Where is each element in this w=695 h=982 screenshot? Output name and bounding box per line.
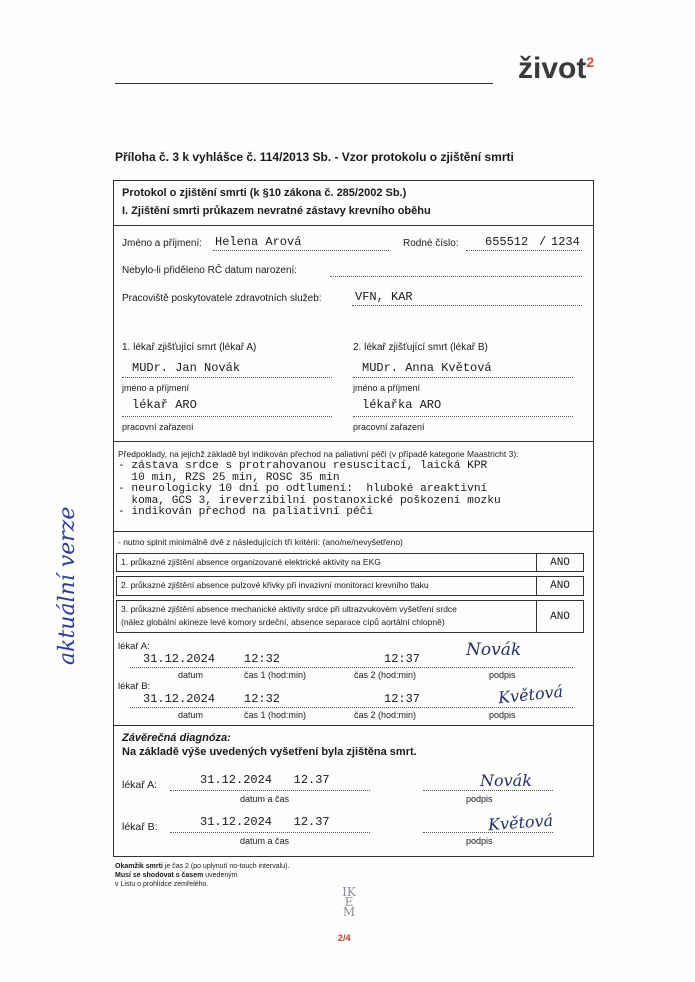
doctor-b-name-line (353, 377, 573, 378)
times-a-date: 31.12.2024 (143, 652, 216, 666)
doctor-b-role-line (353, 416, 573, 417)
precondition-line: - indikován přechod na paliativní péči (118, 506, 374, 518)
ikem-logo-line-1: IK (342, 885, 356, 899)
name-dotline (213, 250, 389, 251)
doctor-a-role-caption: pracovní zařazení (122, 422, 194, 432)
criterion-text: 3. průkazné zjištění absence mechanické aktivity srdce při ultrazvukovém vyšetření srdce (121, 604, 457, 614)
footnote-line-1 (115, 862, 289, 871)
times-b-time2: 12:37 (384, 692, 421, 706)
conclusion-a-sig-line (423, 790, 553, 791)
times-a-cap-sig: podpis (489, 670, 516, 680)
times-a-label: lékař A: (118, 641, 150, 652)
conclusion-b-cap-dt: datum a čas (240, 836, 290, 846)
header-rule (115, 83, 493, 84)
times-a-line (130, 667, 573, 668)
conclusion-divider (113, 725, 594, 726)
rc-dotline (466, 250, 582, 251)
conclusion-a-label: lékař A: (122, 779, 158, 791)
brand-text: život (518, 52, 587, 85)
times-a-time2: 12:37 (384, 652, 421, 666)
doctor-b-name: MUDr. Anna Květová (362, 361, 492, 375)
times-b-cap-sig: podpis (489, 710, 516, 720)
protocol-subtitle: I. Zjištění smrti průkazem nevratné zástavy krevního oběhu (122, 205, 431, 217)
brand-sup: 2 (586, 54, 595, 70)
times-b-time1: 12:32 (244, 692, 281, 706)
conclusion-a-cap-dt: datum a čas (240, 794, 290, 804)
ikem-logo (332, 887, 366, 917)
conclusion-title: Závěrečná diagnóza: (122, 732, 231, 744)
criterion-text: 2. průkazné zjištění absence pulzové křivky při invazivní monitoraci krevního tlaku (121, 580, 429, 590)
criterion-answer: ANO (536, 554, 583, 571)
ikem-logo-line-3: M (342, 905, 356, 919)
doctor-a-name: MUDr. Jan Novák (132, 361, 241, 375)
document-title: Příloha č. 3 k vyhlášce č. 114/2013 Sb. - Vzor protokolu o zjištění smrti (115, 150, 514, 164)
ikem-logo-line-2: E (344, 895, 354, 909)
conclusion-a-signature: Novák (480, 771, 532, 790)
conclusion-b-cap-sig: podpis (466, 836, 493, 846)
times-a-cap-t2: čas 2 (hod:min) (354, 670, 417, 680)
rc-label: Rodné číslo: (403, 238, 459, 249)
criterion-answer: ANO (536, 601, 583, 632)
doctor-a-name-caption: jméno a příjmení (122, 383, 190, 393)
rc-slash: / (539, 235, 547, 249)
footnote-text-1: je čas 2 (po uplynutí no-touch intervalu). (162, 863, 290, 870)
times-a-time1: 12:32 (244, 652, 281, 666)
criterion-text: 1. průkazné zjištění absence organizované elektrické aktivity na EKG (121, 557, 381, 567)
page-number: 2/4 (338, 933, 351, 943)
criterion-row-1 (116, 553, 584, 572)
margin-handwritten-note: aktuální verze (55, 506, 80, 665)
title-divider (113, 225, 594, 226)
doctor-b-heading: 2. lékař zjišťující smrt (lékař B) (353, 342, 488, 353)
precondition-line: koma, GCS 3, ireverzibilní postanoxické poškození mozku (118, 494, 501, 507)
preconditions-text (118, 461, 501, 519)
doctor-a-name-line (122, 377, 332, 378)
criterion-row-2 (116, 576, 584, 596)
criteria-intro: - nutno splnit minimálně dvě z následujících tří kritérií: (ano/ne/nevyšetřeno) (118, 537, 403, 547)
conclusion-text: Na základě výše uvedených vyšetření byla zjištěna smrt. (122, 746, 417, 758)
doctor-b-role-caption: pracovní zařazení (353, 422, 425, 432)
preconditions-divider (113, 441, 594, 442)
conclusion-b-label: lékař B: (122, 821, 158, 833)
doctor-a-heading: 1. lékař zjišťující smrt (lékař A) (122, 342, 257, 353)
conclusion-b-dt-line (170, 832, 370, 833)
dob-dotline (330, 276, 582, 277)
brand-logo (518, 52, 594, 86)
times-b-cap-t2: čas 2 (hod:min) (354, 710, 417, 720)
provider-label: Pracoviště poskytovatele zdravotních služeb: (122, 293, 322, 304)
conclusion-a-datetime: 31.12.2024 12.37 (200, 773, 330, 787)
conclusion-b-sig-line (423, 832, 553, 833)
times-a-signature: Novák (466, 640, 522, 660)
times-a-cap-date: datum (178, 670, 204, 680)
conclusion-a-cap-sig: podpis (466, 794, 493, 804)
footnote (115, 862, 289, 889)
times-b-cap-date: datum (178, 710, 204, 720)
times-b-line (130, 707, 573, 708)
conclusion-a-dt-line (170, 790, 370, 791)
doctor-b-role: lékařka ARO (362, 398, 442, 412)
criterion-answer: ANO (536, 577, 583, 595)
footnote-line-2 (115, 871, 289, 880)
times-a-cap-t1: čas 1 (hod:min) (244, 670, 307, 680)
doctor-a-role: lékař ARO (132, 398, 197, 412)
precondition-line: 10 min, RZS 25 min, ROSC 35 min (118, 471, 340, 484)
conclusion-b-signature: Květová (487, 810, 554, 835)
footnote-bold-2: Musí se shodovat s časem (115, 872, 204, 879)
doctor-a-role-line (122, 416, 332, 417)
name-label: Jméno a příjmení: (122, 238, 203, 249)
rc-value-b: 1234 (551, 235, 580, 249)
dob-label: Nebylo-li přiděleno RČ datum narození: (122, 265, 298, 276)
doctor-b-name-caption: jméno a příjmení (353, 383, 421, 393)
rc-value-a: 655512 (485, 235, 529, 249)
times-b-date: 31.12.2024 (143, 692, 216, 706)
criterion-text-note: (nález globální akineze levé komory srdeční, absence separace cípů aortální chlopně) (121, 617, 445, 627)
criteria-divider (113, 531, 594, 532)
preconditions-label: Předpoklady, na jejichž základě byl indikován přechod na paliativní péči (v případě kategorie Maastricht 3): (118, 449, 519, 459)
times-b-label: lékař B: (118, 681, 151, 692)
conclusion-b-datetime: 31.12.2024 12.37 (200, 815, 330, 829)
precondition-line: - neurologicky 10 dní po odtlumení: hluboké areaktivní (118, 483, 488, 495)
times-b-cap-t1: čas 1 (hod:min) (244, 710, 307, 720)
protocol-title: Protokol o zjištění smrti (k §10 zákona č. 285/2002 Sb.) (122, 187, 407, 199)
footnote-line-3: v Listu o prohlídce zemřelého. (115, 881, 209, 888)
provider-value: VFN, KAR (355, 290, 413, 304)
provider-dotline (352, 305, 582, 306)
footnote-text-2: uvedeným (203, 872, 238, 879)
precondition-line: - zástava srdce s protrahovanou resuscitací, laická KPR (118, 460, 488, 472)
footnote-bold-1: Okamžik smrti (115, 863, 163, 870)
patient-name: Helena Arová (215, 235, 302, 249)
times-b-signature: Květová (497, 681, 564, 708)
criterion-row-3 (116, 600, 584, 633)
